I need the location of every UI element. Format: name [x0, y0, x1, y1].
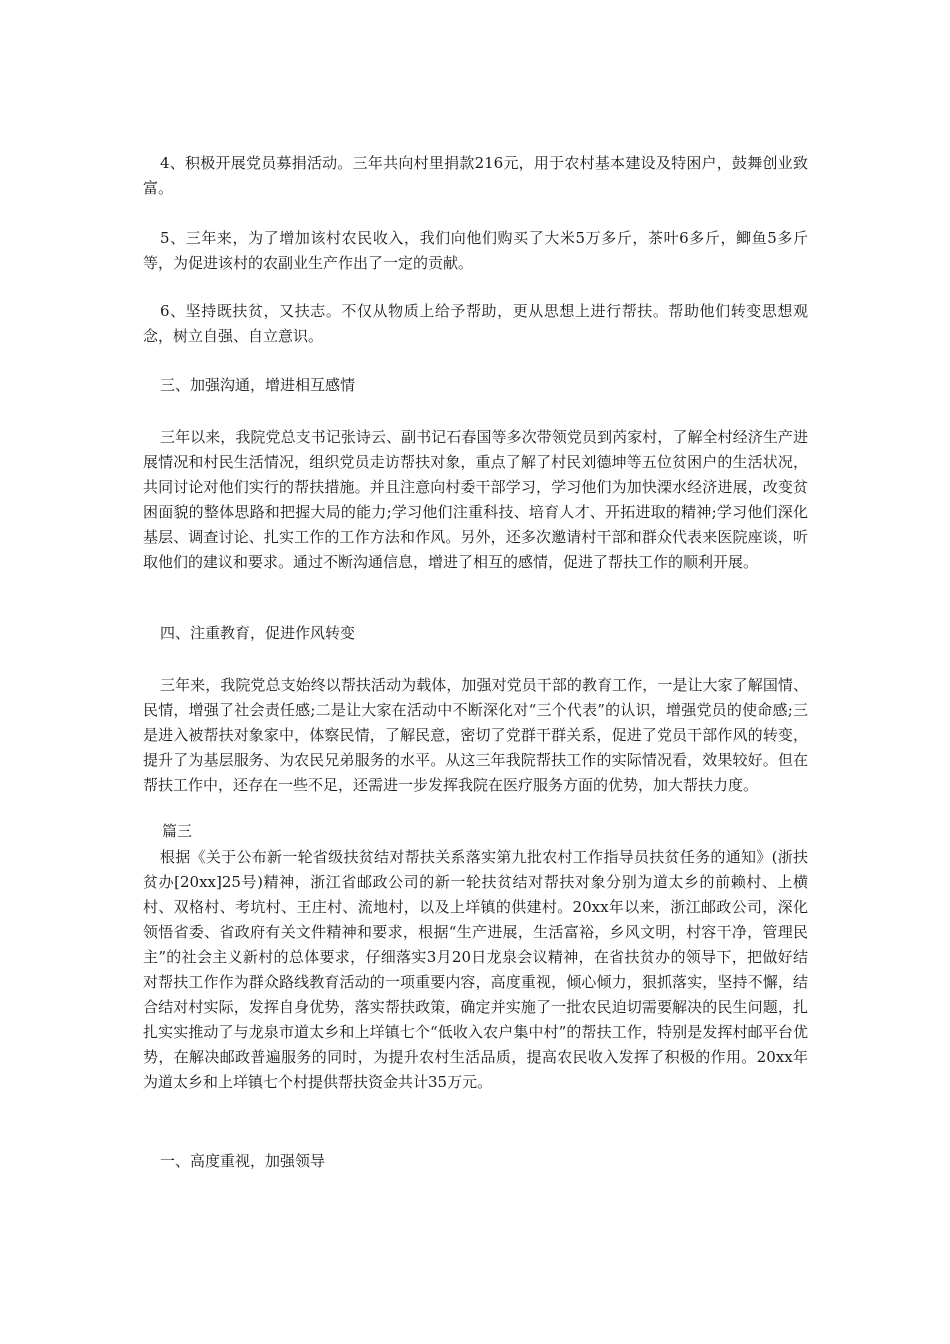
paragraph-communication: 三年以来，我院党总支书记张诗云、副书记石春国等多次带领党员到芮家村，了解全村经济生产进展情况和村民生活情况，组织党员走访帮扶对象，重点了解了村民刘德坤等五位贫困户的生活状况，共同讨论对他们实行的帮扶措施。并且注意向村委干部学习，学习他们为加快溧水经济进展，改变贫困面貌的整体思路和把握大局的能力;学习他们注重科技、培育人才、开拓进取的精神;学习他们深化基层、调查讨论、扎实工作的工作方法和作风。另外，还多次邀请村干部和群众代表来医院座谈，听取他们的建议和要求。通过不断沟通信息，增进了相互的感情，促进了帮扶工作的顺利开展。: [143, 428, 808, 571]
paragraph-item-5: 5、三年来，为了增加该村农民收入，我们向他们购买了大米5万多斤，茶叶6多斤，鲫鱼5多斤等，为促进该村的农副业生产作出了一定的贡献。: [143, 229, 808, 272]
section-heading-4: 四、注重教育，促进作风转变: [160, 624, 356, 642]
section-label-part3: 篇三: [162, 822, 193, 840]
section-heading-3: 三、加强沟通，增进相互感情: [160, 376, 356, 394]
paragraph-part3-intro: 根据《关于公布新一轮省级扶贫结对帮扶关系落实第九批农村工作指导员扶贫任务的通知》(浙扶贫办[20xx]25号)精神，浙江省邮政公司的新一轮扶贫结对帮扶对象分别为道太乡的前赖村、上横村、双格村、考坑村、王庄村、流地村，以及上垟镇的供建村。20xx年以来，浙江邮政公司，深化领悟省委、省政府有关文件精神和要求，根据“生产进展，生活富裕，乡风文明，村容干净，管理民主”的社会主义新村的总体要求，仔细落实3月20日龙泉会议精神，在省扶贫办的领导下，把做好结对帮扶工作作为群众路线教育活动的一项重要内容，高度重视，倾心倾力，狠抓落实，坚持不懈，结合结对村实际，发挥自身优势，落实帮扶政策，确定并实施了一批农民迫切需要解决的民生问题，扎扎实实推动了与龙泉市道太乡和上垟镇七个“低收入农户集中村”的帮扶工作，特别是发挥村邮平台优势，在解决邮政普遍服务的同时，为提升农村生活品质，提高农民收入发挥了积极的作用。20xx年为道太乡和上垟镇七个村提供帮扶资金共计35万元。: [143, 848, 808, 1091]
section-heading-1: 一、高度重视，加强领导: [160, 1152, 326, 1170]
paragraph-education: 三年来，我院党总支始终以帮扶活动为载体，加强对党员干部的教育工作，一是让大家了解国情、民情，增强了社会责任感;二是让大家在活动中不断深化对“三个代表”的认识，增强党员的使命感;三是进入被帮扶对象家中，体察民情，了解民意，密切了党群干群关系，促进了党员干部作风的转变，提升了为基层服务、为农民兄弟服务的水平。从这三年我院帮扶工作的实际情况看，效果较好。但在帮扶工作中，还存在一些不足，还需进一步发挥我院在医疗服务方面的优势，加大帮扶力度。: [143, 676, 808, 794]
paragraph-item-6: 6、坚持既扶贫，又扶志。不仅从物质上给予帮助，更从思想上进行帮扶。帮助他们转变思想观念，树立自强、自立意识。: [143, 302, 808, 345]
paragraph-item-4: 4、积极开展党员募捐活动。三年共向村里捐款216元，用于农村基本建设及特困户，鼓舞创业致富。: [143, 154, 808, 197]
